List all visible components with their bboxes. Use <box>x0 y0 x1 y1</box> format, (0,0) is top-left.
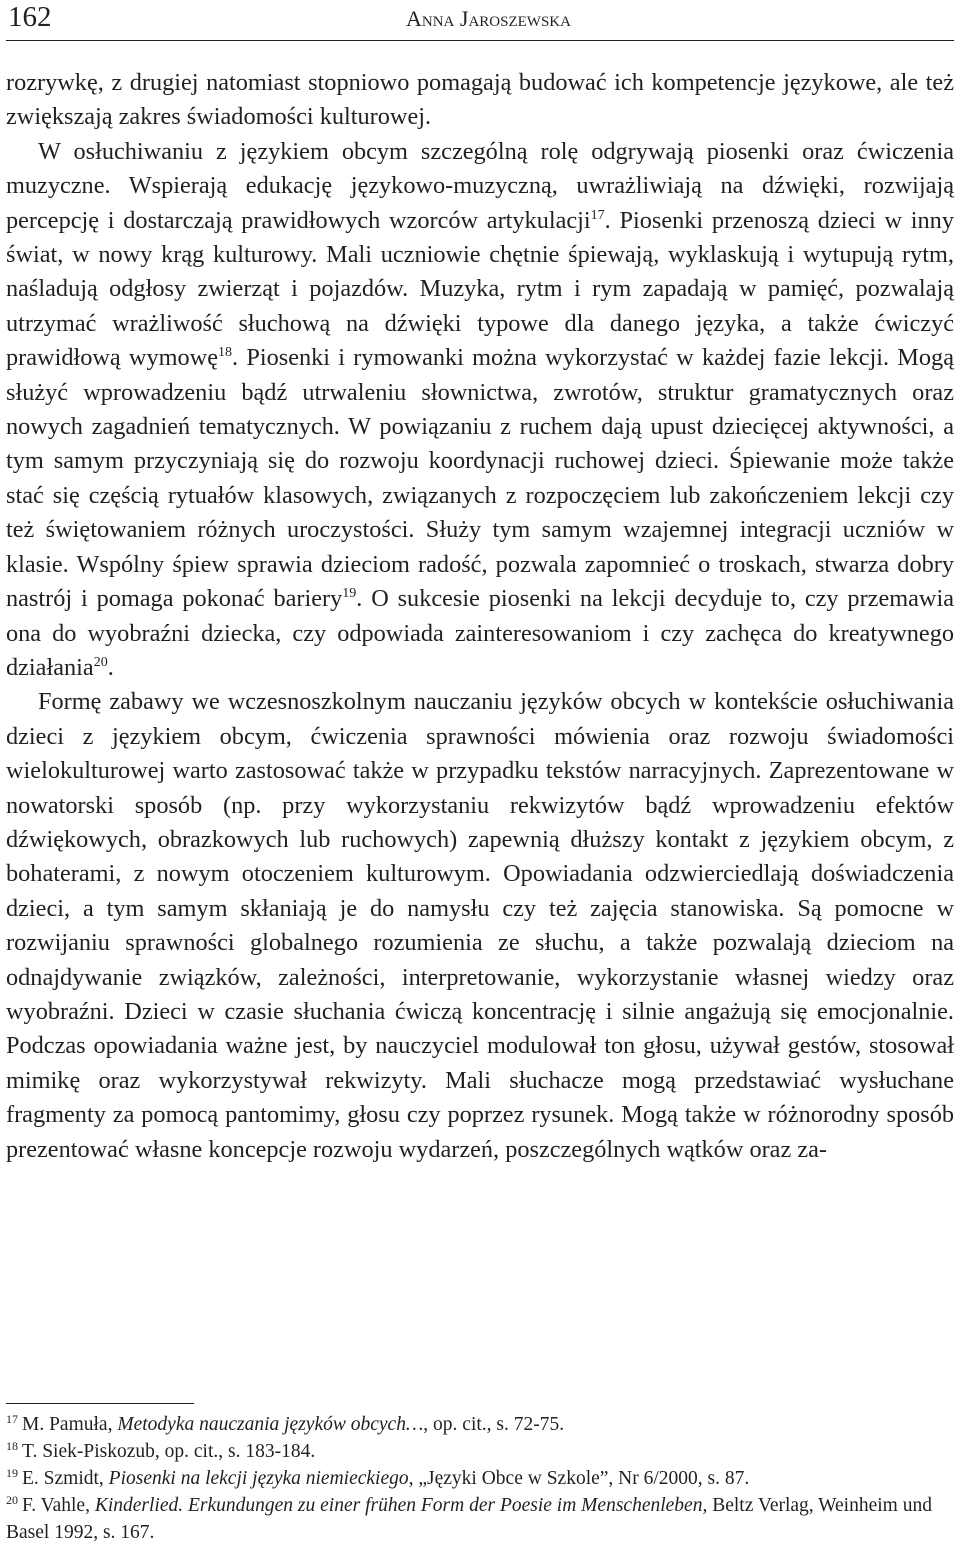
footnote-text: T. Siek-Piskozub, op. cit., s. 183-184. <box>22 1441 316 1462</box>
paragraph-continued <box>6 66 954 135</box>
footnote-text: , op. cit., s. 72-75. <box>423 1414 565 1435</box>
body-text <box>6 66 954 1167</box>
footnote-number: 19 <box>6 1466 18 1480</box>
footnote-number: 18 <box>6 1439 18 1453</box>
text-run: Formę zabawy we wczesnoszkolnym nauczaniu języków obcych w kontekście osłuchiwania dzieci z językiem obcym, ćwiczenia sprawności mówienia oraz rozwoju świadomości wielokulturowej warto zastosować także w przypadku tekstów narracyjnych. Zaprezentowane w nowatorski sposób (np. przy wykorzystaniu rekwizytów bądź wprowadzeniu efektów dźwiękowych, obrazkowych lub ruchowych) zapewnią dłuższy kontakt z językiem obcym, z bohaterami, z nowym otoczeniem kulturowym. Opowiadania odzwierciedlają doświadczenia dzieci, a tym samym skłaniają je do namysłu czy też zajęcia stanowiska. Są pomocne w rozwijaniu sprawności globalnego rozumienia ze słuchu, a także pozwalają dzieciom na odnajdywanie związków, zależności, interpretowanie, wykorzystanie własnej wiedzy oraz wyobraźni. Dzieci w czasie słuchania ćwiczą koncentrację i silnie angażują się emocjonalnie. Podczas opowiadania ważne jest, by nauczyciel modulował ton głosu, używał gestów, stosował mimikę oraz wykorzystywał rekwizyty. Mali słuchacze mogą przedstawiać wysłuchane fragmenty za pomocą pantomimy, głosu czy poprzez rysunek. Mogą także w różnorodny sposób prezentować własne koncepcje rozwoju wydarzeń, poszczególnych wątków oraz za- <box>6 688 954 1163</box>
footnote-text: „Języki Obce w Szkole”, Nr 6/2000, s. 87. <box>413 1468 750 1489</box>
running-head-author: Anna Jaroszewska <box>406 6 571 31</box>
text-run: . O sukcesie piosenki na lekcji decyduje to, czy przemawia ona do wyobraźni dziecka, czy odpowiada zainteresowaniom i czy zachęca do kreatywnego działania <box>6 585 954 681</box>
footnote-text: Beltz Verlag, Weinheim und Basel 1992, s. 167. <box>6 1495 932 1543</box>
text-run: rozrywkę, z drugiej natomiast stopniowo pomagają budować ich kompetencje językowe, ale też zwiększają zakres świadomości kulturowej. <box>6 69 954 131</box>
footnote-ref-18[interactable]: 18 <box>218 345 233 361</box>
footnote-ref-19[interactable]: 19 <box>342 586 357 602</box>
footnote-20 <box>6 1492 954 1546</box>
text-run: . Piosenki i rymowanki można wykorzystać w każdej fazie lekcji. Mogą służyć wprowadzeniu bądź utrwaleniu słownictwa, zwrotów, struktur gramatycznych oraz nowych zagadnień tematycznych. W powiązaniu z ruchem dają upust dziecięcej aktywności, a tym samym przyczyniają się do rozwoju koordynacji ruchowej dzieci. Śpiewanie może także stać się częścią rytuałów klasowych, związanych z rozpoczęciem lub zakończeniem lekcji czy też świętowaniem różnych uroczystości. Służy tym samym wzajemnej integracji uczniów w klasie. Wspólny śpiew sprawia dzieciom radość, pozwala zapomnieć o troskach, stwarza dobry nastrój i pomaga pokonać bariery <box>6 344 954 613</box>
footnote-title: Metodyka nauczania języków obcych… <box>117 1414 424 1435</box>
footnote-19 <box>6 1465 954 1492</box>
text-run: . Piosenki przenoszą dzieci w inny świat, w nowy krąg kulturowy. Mali uczniowie chętnie śpiewają, wyklaskują i wytupują rytm, naśladują odgłosy zwierząt i pojazdów. Muzyka, rytm i rym zapadają w pamięć, pozwalają utrzymać wrażliwość słuchową na dźwięki typowe dla danego języka, a także ćwiczyć prawidłową wymowę <box>6 206 954 372</box>
footnote-ref-20[interactable]: 20 <box>93 654 108 670</box>
footnote-17 <box>6 1411 954 1438</box>
footnote-title: Piosenki na lekcji języka niemieckiego, <box>108 1468 414 1489</box>
footnotes <box>6 1411 954 1546</box>
text-run: . <box>107 653 114 681</box>
footnote-number: 17 <box>6 1412 18 1426</box>
footnote-text: M. Pamuła, <box>22 1414 118 1435</box>
paragraph-narratives <box>6 685 954 1167</box>
footnote-ref-17[interactable]: 17 <box>590 207 605 223</box>
footnote-18 <box>6 1438 954 1465</box>
paragraph-songs <box>6 135 954 686</box>
page-header <box>6 0 954 41</box>
footnote-title: Kinderlied. Erkundungen zu einer frühen Form der Poesie im Menschenleben, <box>94 1495 708 1516</box>
footnote-separator <box>6 1403 194 1404</box>
footnote-text: E. Szmidt, <box>22 1468 109 1489</box>
footnote-text: F. Vahle, <box>22 1495 95 1516</box>
text-run: W osłuchiwaniu z językiem obcym szczególną rolę odgrywają piosenki oraz ćwiczenia muzyczne. Wspierają edukację językowo-muzyczną, uwrażliwiają na dźwięki, rozwijają percepcję i dostarczają prawidłowych wzorców artykulacji <box>6 137 954 234</box>
footnote-number: 20 <box>6 1493 18 1507</box>
page-number: 162 <box>8 1 52 33</box>
